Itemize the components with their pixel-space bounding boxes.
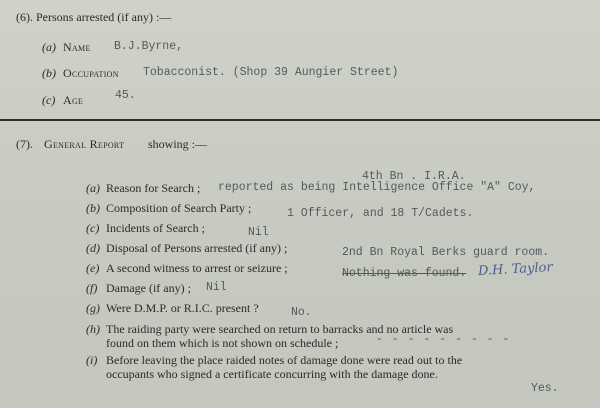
item-b-value: 1 Officer, and 18 T/Cadets.	[287, 207, 474, 220]
section-7-title: General Report	[44, 137, 125, 151]
item-c-value: Nil	[248, 226, 269, 239]
unit-note: 4th Bn . I.R.A.	[362, 170, 466, 183]
item-c-label: Incidents of Search ;	[106, 221, 205, 235]
item-e-value: Nothing was found.	[342, 267, 467, 280]
item-h-line2: found on them which is not shown on schedule ;	[106, 336, 339, 350]
item-a-label: Reason for Search ;	[106, 181, 201, 195]
section-6-title: (6). Persons arrested (if any) :—	[16, 10, 172, 24]
item-i-line1: Before leaving the place raided notes of damage done were read out to the	[106, 353, 463, 367]
item-b-label: Composition of Search Party ;	[106, 201, 252, 215]
item-g-label: Were D.M.P. or R.I.C. present ?	[106, 301, 259, 315]
item-h-marker: (h)	[86, 322, 100, 336]
age-marker: (c)	[42, 93, 56, 107]
item-d-label: Disposal of Persons arrested (if any) ;	[106, 241, 288, 255]
handwritten-signature: D.H. Taylor	[477, 260, 553, 279]
name-value: B.J.Byrne,	[114, 40, 184, 53]
item-c-marker: (c)	[86, 221, 100, 235]
item-f-label: Damage (if any) ;	[106, 281, 191, 295]
item-h-blank: - - - - - - - - -	[376, 333, 511, 346]
item-b-marker: (b)	[86, 201, 100, 215]
item-i-value: Yes.	[531, 382, 559, 395]
section-7-suffix: showing :—	[148, 137, 208, 151]
section-7-number: (7).	[16, 137, 33, 151]
item-a-marker: (a)	[86, 181, 100, 195]
item-g-value: No.	[291, 306, 312, 319]
name-marker: (a)	[42, 40, 56, 54]
item-a-value: reported as being Intelligence Office "A" Coy,	[218, 181, 536, 194]
item-f-value: Nil	[206, 281, 227, 294]
item-g-marker: (g)	[86, 301, 100, 315]
occupation-marker: (b)	[42, 66, 56, 80]
item-e-marker: (e)	[86, 261, 100, 275]
name-label: Name	[63, 40, 91, 54]
item-i-marker: (i)	[86, 353, 98, 367]
item-f-marker: (f)	[86, 281, 98, 295]
item-e-label: A second witness to arrest or seizure ;	[106, 261, 288, 275]
item-h-line1: The raiding party were searched on return to barracks and no article was	[106, 322, 454, 336]
item-i-line2: occupants who signed a certificate concurring with the damage done.	[106, 367, 438, 381]
age-value: 45.	[115, 89, 136, 102]
item-d-marker: (d)	[86, 241, 100, 255]
section-divider	[0, 119, 600, 121]
occupation-label: Occupation	[63, 66, 119, 80]
age-label: Age	[63, 93, 84, 107]
occupation-value: Tobacconist. (Shop 39 Aungier Street)	[143, 66, 399, 79]
item-d-value: 2nd Bn Royal Berks guard room.	[342, 246, 550, 259]
